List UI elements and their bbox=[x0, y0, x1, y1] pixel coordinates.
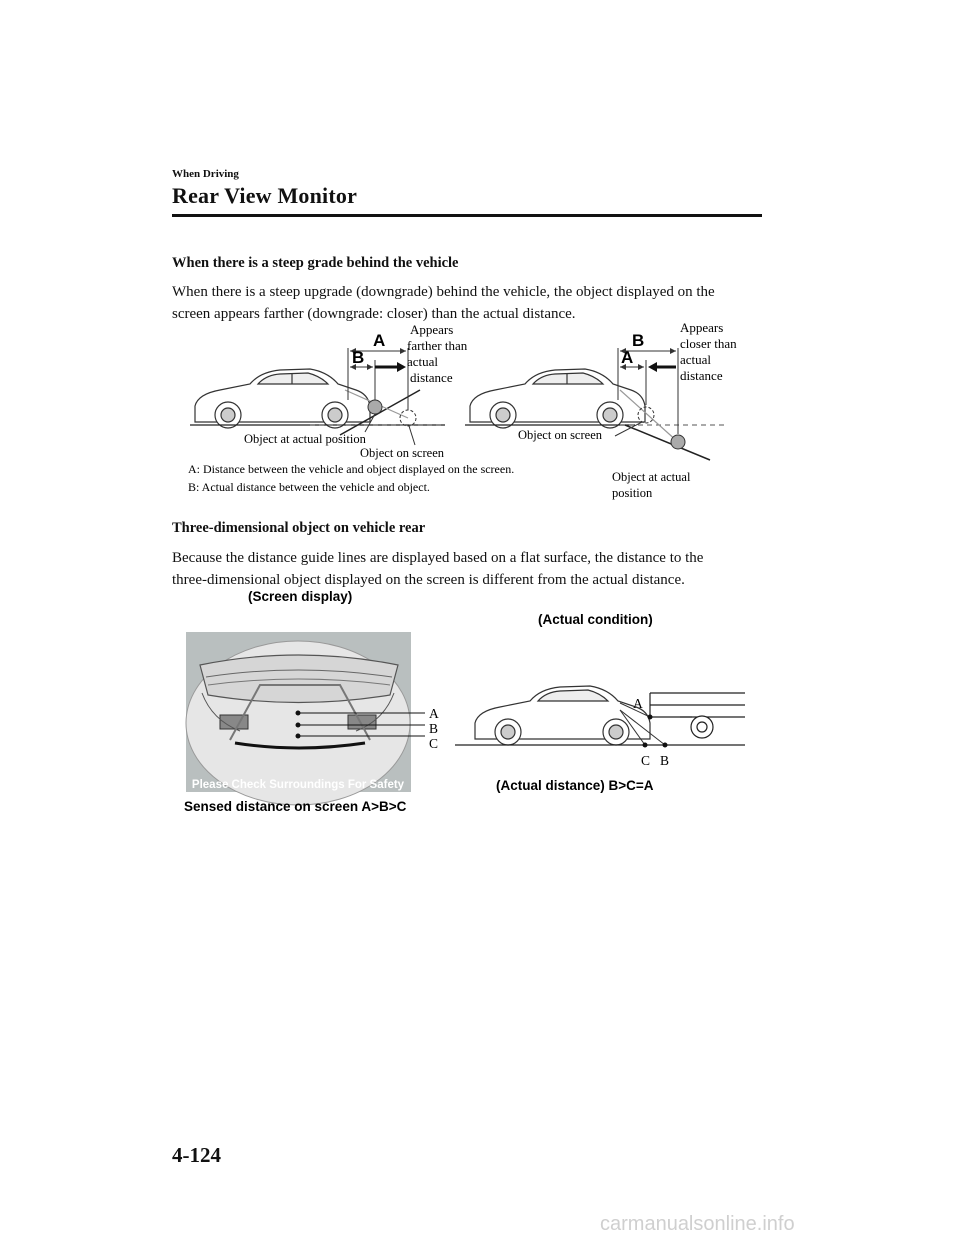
camera-screen bbox=[186, 632, 425, 805]
object-actual-label: Object at actual bbox=[612, 470, 691, 484]
title-rule bbox=[172, 214, 762, 217]
label-a: A bbox=[373, 331, 386, 350]
svg-text:distance: distance bbox=[680, 368, 723, 383]
appears-farther: Appears bbox=[410, 322, 454, 337]
figure-3d-object bbox=[180, 585, 755, 820]
paragraph-line: Because the distance guide lines are displayed based on a flat surface, the distance to the bbox=[172, 550, 704, 566]
legend-a: A: Distance between the vehicle and object displayed on the screen. bbox=[188, 462, 515, 476]
svg-text:actual: actual bbox=[680, 352, 712, 367]
trailer-illustration bbox=[650, 693, 745, 738]
paragraph-line: screen appears farther (downgrade: closer) than the actual distance. bbox=[172, 306, 576, 322]
svg-text:distance: distance bbox=[410, 370, 453, 385]
legend-b: B: Actual distance between the vehicle and object. bbox=[188, 480, 430, 494]
section-heading-3d-object: Three-dimensional object on vehicle rear bbox=[172, 520, 426, 536]
section-heading-steep-grade: When there is a steep grade behind the vehicle bbox=[172, 255, 459, 271]
car-illustration bbox=[195, 369, 370, 428]
left-diagram bbox=[190, 322, 468, 460]
actual-condition-diagram bbox=[455, 686, 745, 768]
object-actual-label: Object at actual position bbox=[244, 432, 366, 446]
paragraph-line: three-dimensional object displayed on the screen is different from the actual distance. bbox=[172, 572, 685, 588]
paragraph-line: When there is a steep upgrade (downgrade) behind the vehicle, the object displayed on the bbox=[172, 284, 715, 300]
label-b: B bbox=[632, 331, 645, 350]
screen-label-b: B bbox=[429, 721, 439, 736]
svg-text:closer than: closer than bbox=[680, 336, 737, 351]
page-title: Rear View Monitor bbox=[172, 183, 358, 208]
screen-label-c: C bbox=[429, 736, 439, 751]
section-label: When Driving bbox=[172, 168, 239, 180]
label-a: A bbox=[621, 348, 634, 367]
figure-steep-grade bbox=[180, 320, 760, 505]
screen-display-label: (Screen display) bbox=[248, 589, 353, 604]
actual-label-b: B bbox=[660, 753, 670, 768]
svg-text:actual: actual bbox=[407, 354, 439, 369]
object-screen-label: Object on screen bbox=[360, 446, 444, 460]
label-b: B bbox=[352, 348, 365, 367]
downgrade-slope bbox=[625, 425, 710, 460]
actual-condition-label: (Actual condition) bbox=[538, 612, 653, 627]
page-number: 4-124 bbox=[172, 1143, 221, 1167]
actual-label-c: C bbox=[641, 753, 651, 768]
svg-text:position: position bbox=[612, 486, 653, 500]
object-actual-marker bbox=[368, 400, 382, 414]
screen-banner: Please Check Surroundings For Safety bbox=[191, 779, 405, 791]
sensed-distance-label: Sensed distance on screen A>B>C bbox=[184, 799, 407, 814]
actual-distance-label: (Actual distance) B>C=A bbox=[496, 778, 654, 793]
appears-closer: Appears bbox=[680, 320, 724, 335]
object-actual-marker bbox=[671, 435, 685, 449]
object-screen-label: Object on screen bbox=[518, 428, 602, 442]
svg-text:farther than: farther than bbox=[407, 338, 468, 353]
paragraph-steep-grade bbox=[172, 281, 772, 325]
screen-label-a: A bbox=[429, 706, 439, 721]
footer-watermark: carmanualsonline.info bbox=[600, 1213, 795, 1235]
car-illustration bbox=[470, 369, 645, 428]
actual-label-a: A bbox=[633, 696, 643, 711]
